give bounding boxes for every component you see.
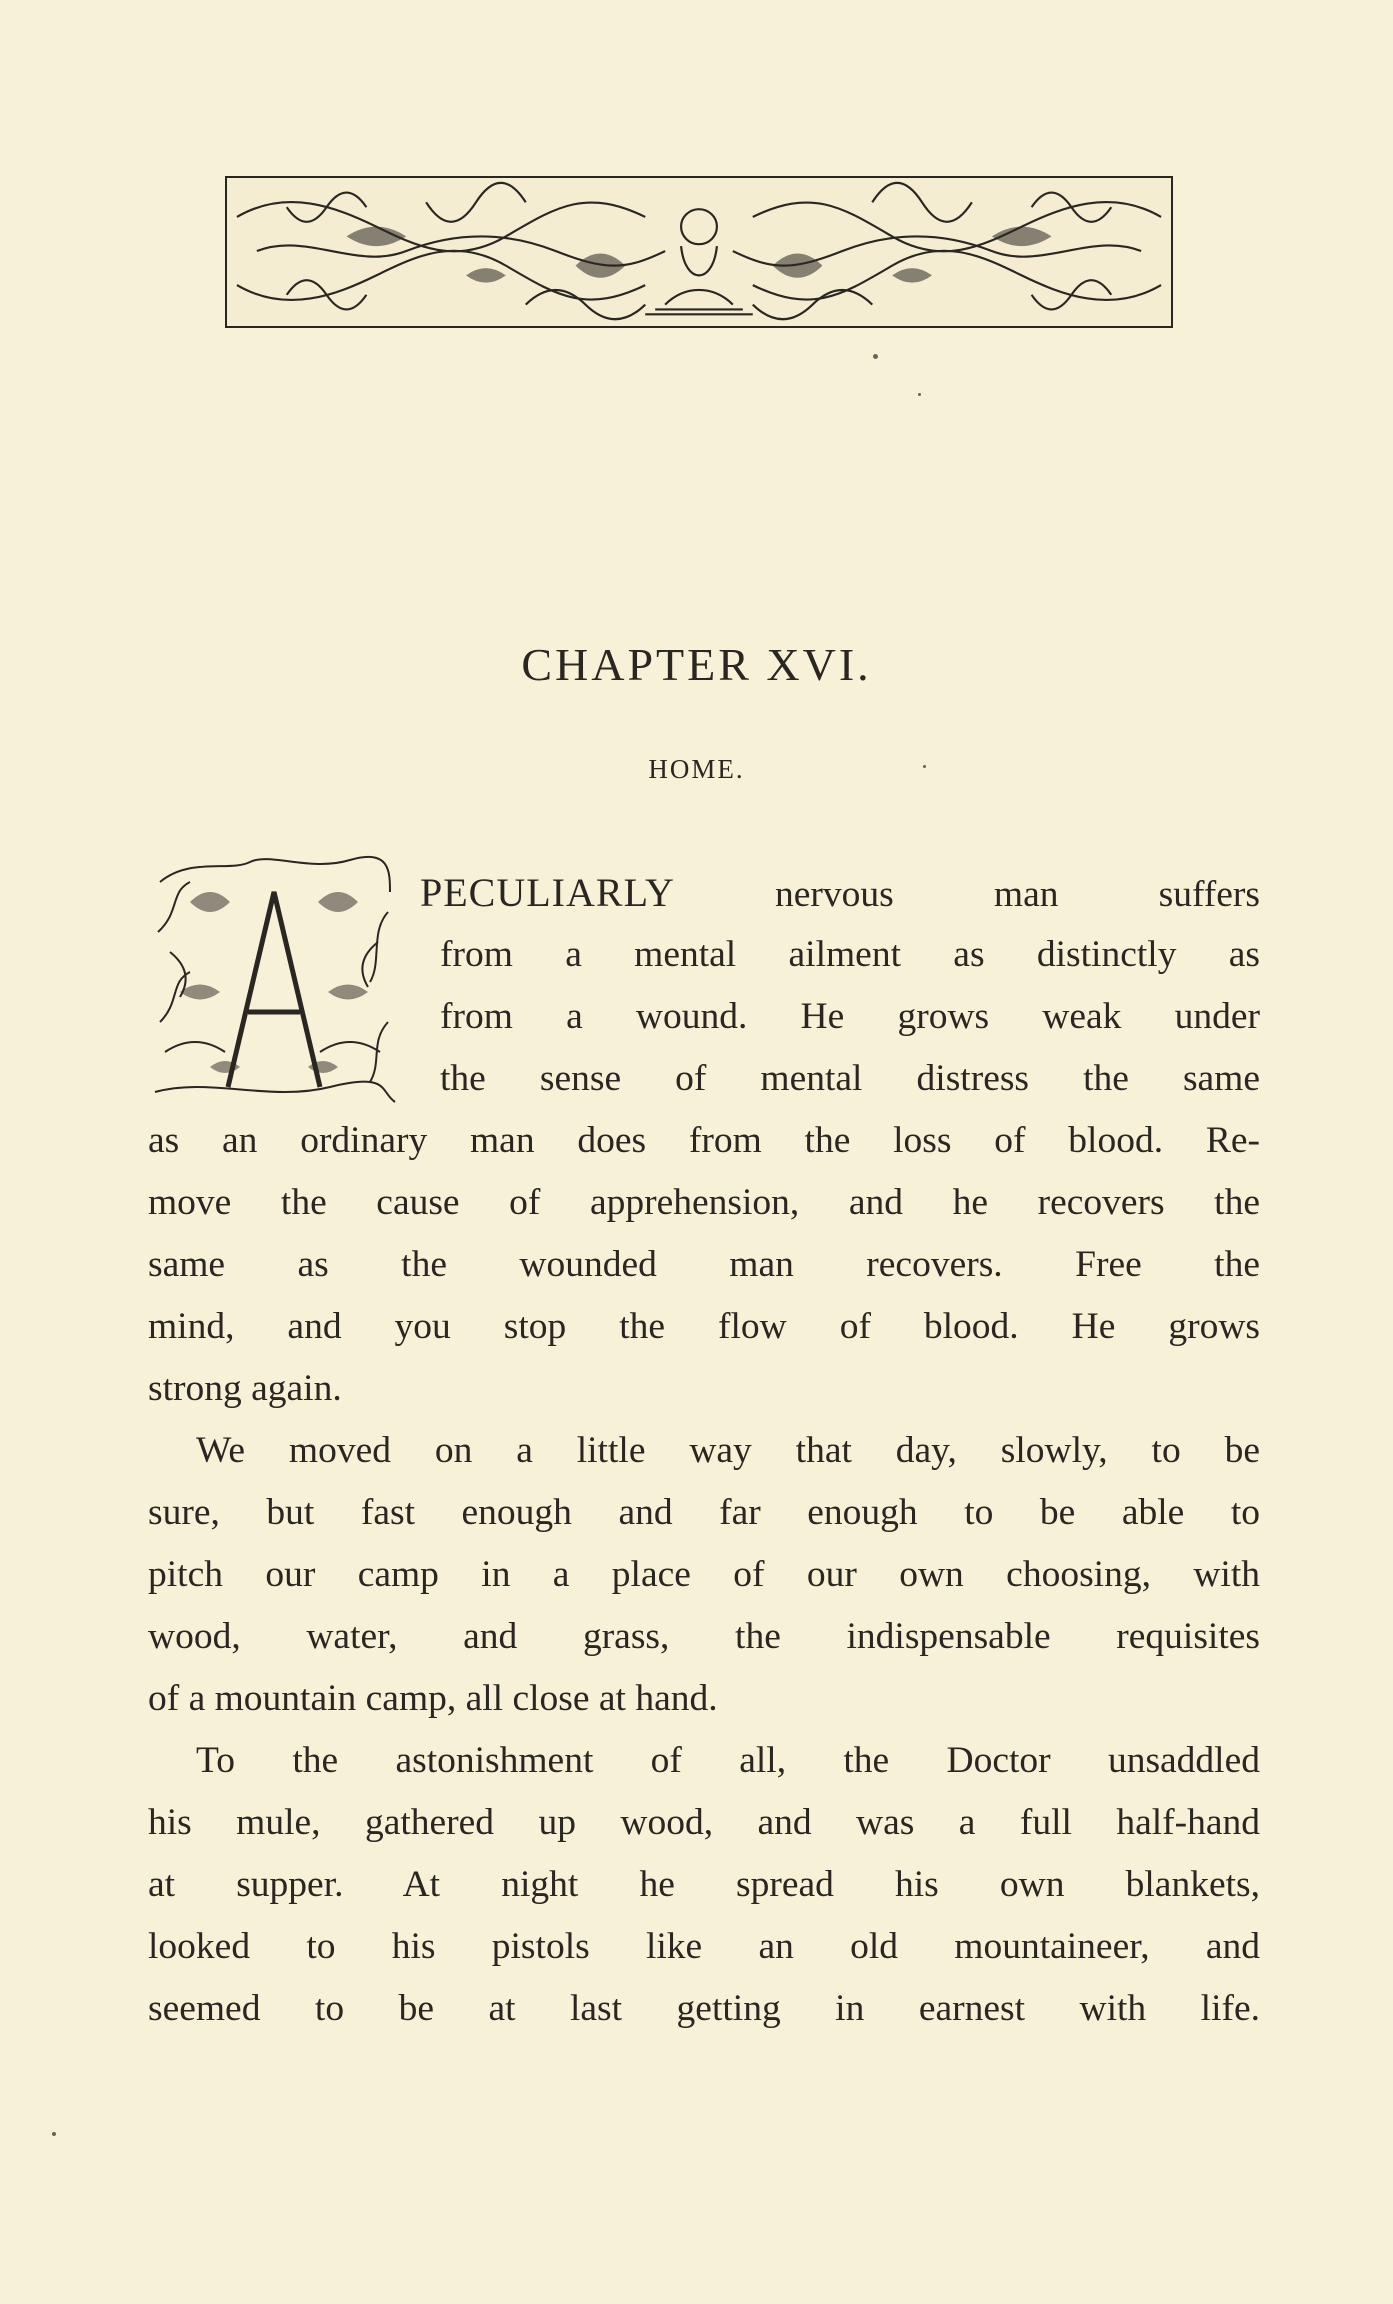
text-line: as an ordinary man does from the loss of blood. Re-: [148, 1120, 1260, 1161]
first-line-rest: nervous man suffers: [674, 874, 1260, 915]
text-line: [148, 862, 1260, 924]
text-line: his mule, gathered up wood, and was a full half-hand: [148, 1802, 1260, 1843]
text-line: from a wound. He grows weak under: [440, 996, 1260, 1037]
text-line: at supper. At night he spread his own blankets,: [148, 1864, 1260, 1905]
text-line: wood, water, and grass, the indispensable requisites: [148, 1616, 1260, 1657]
text-line: mind, and you stop the flow of blood. He grows: [148, 1306, 1260, 1347]
paper-speck: [52, 2132, 56, 2136]
paper-speck: [918, 393, 921, 396]
chapter-title: CHAPTER XVI.: [521, 639, 872, 690]
text-line: of a mountain camp, all close at hand.: [148, 1678, 718, 1719]
chapter-subtitle: HOME.: [648, 754, 745, 784]
text-line: seemed to be at last getting in earnest with life.: [148, 1988, 1260, 2029]
text-line: We moved on a little way that day, slowly, to be: [196, 1430, 1260, 1471]
text-line: strong again.: [148, 1368, 342, 1409]
text-line: pitch our camp in a place of our own choosing, with: [148, 1554, 1260, 1595]
first-word-caps: PECULIARLY: [420, 870, 675, 915]
text-line: sure, but fast enough and far enough to be able to: [148, 1492, 1260, 1533]
paper-speck: [873, 354, 878, 359]
text-line: from a mental ailment as distinctly as: [440, 934, 1260, 975]
headpiece-ornament: [225, 176, 1173, 328]
text-line: move the cause of apprehension, and he recovers the: [148, 1182, 1260, 1223]
text-line: To the astonishment of all, the Doctor unsaddled: [196, 1740, 1260, 1781]
text-line: same as the wounded man recovers. Free the: [148, 1244, 1260, 1285]
text-line: looked to his pistols like an old mountaineer, and: [148, 1926, 1260, 1967]
paper-speck: [923, 765, 926, 768]
text-line: the sense of mental distress the same: [440, 1058, 1260, 1099]
floral-scroll-icon: [227, 178, 1171, 326]
